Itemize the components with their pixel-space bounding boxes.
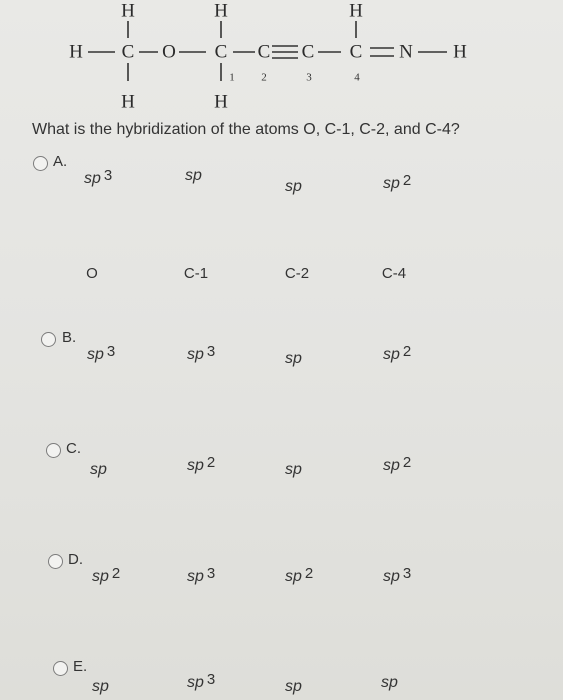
option-letter-d: D.: [68, 551, 83, 568]
answer-b-c2: sp: [285, 350, 302, 367]
atom-c2: C: [257, 41, 271, 63]
radio-option-e[interactable]: [53, 661, 68, 676]
atom-c-methyl: C: [121, 41, 135, 63]
answer-b-c4: sp $^2$: [383, 343, 412, 363]
carbon-number-4: 4: [354, 71, 360, 84]
atom-h-top-1: H: [121, 0, 135, 22]
answer-d-c1: sp $^3$: [187, 565, 216, 585]
radio-option-d[interactable]: [48, 554, 63, 569]
answer-a-c4: sp $^2$: [383, 172, 412, 192]
header-o: O: [86, 265, 98, 282]
answer-d-c2: sp $^2$: [285, 565, 314, 585]
answer-a-c1: sp: [185, 167, 202, 184]
atom-h-bottom-2: H: [214, 91, 228, 113]
header-c1: C-1: [183, 265, 209, 282]
radio-option-a[interactable]: [33, 156, 48, 171]
atom-c3: C: [301, 41, 315, 63]
radio-option-c[interactable]: [46, 443, 61, 458]
atom-h-top-3: H: [349, 0, 363, 22]
radio-option-b[interactable]: [41, 332, 56, 347]
answer-e-c4: sp: [381, 674, 398, 691]
atom-h-top-2: H: [214, 0, 228, 22]
carbon-number-3: 3: [306, 71, 312, 84]
atom-h-bottom-1: H: [121, 91, 135, 113]
answer-c-o: sp: [90, 461, 107, 478]
answer-e-c2: sp: [285, 678, 302, 695]
option-letter-b: B.: [62, 329, 77, 346]
header-c4: C-4: [381, 265, 407, 282]
header-c2: C-2: [284, 265, 310, 282]
answer-c-c1: sp $^2$: [187, 454, 216, 474]
answer-d-c4: sp $^3$: [383, 565, 412, 585]
atom-c1: C: [214, 41, 228, 63]
option-letter-c: C.: [66, 440, 81, 457]
atom-h-right: H: [453, 41, 467, 63]
option-letter-a: A.: [53, 153, 68, 170]
atom-h-left: H: [69, 41, 83, 63]
answer-a-o: sp $^3$: [84, 167, 113, 187]
question-text: What is the hybridization of the atoms O, C-1, C-2, and C-4?: [32, 121, 460, 138]
answer-b-c1: sp $^3$: [187, 343, 216, 363]
answer-c-c2: sp: [285, 461, 302, 478]
answer-d-o: sp $^2$: [92, 565, 121, 585]
carbon-number-2: 2: [261, 71, 267, 84]
answer-c-c4: sp $^2$: [383, 454, 412, 474]
bond-lines: [0, 0, 563, 120]
molecule-structure: [0, 0, 563, 120]
answer-b-o: sp $^3$: [87, 343, 116, 363]
answer-a-c2: sp: [285, 178, 302, 195]
atom-n: N: [399, 41, 413, 63]
atom-c4: C: [349, 41, 363, 63]
answer-e-c1: sp $^3$: [187, 671, 216, 691]
answer-e-o: sp: [92, 678, 109, 695]
atom-o: O: [162, 41, 176, 63]
carbon-number-1: 1: [229, 71, 235, 84]
option-letter-e: E.: [73, 658, 88, 675]
